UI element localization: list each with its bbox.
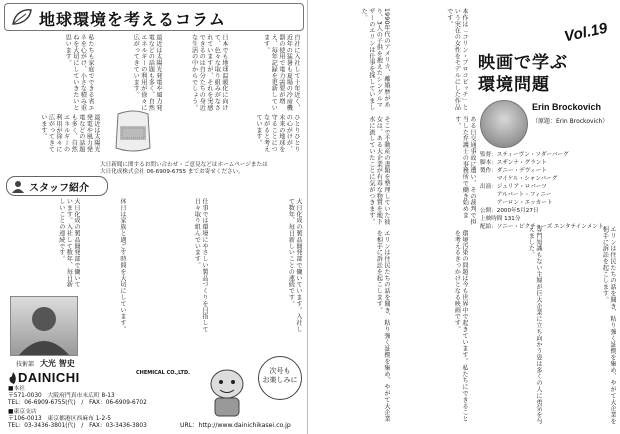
company-logo: DAINICHI [18,370,80,385]
film-photo [480,100,528,148]
column-text-1: 自社に入社して十年近く、近年の猛暑も夏場の冷房機器の使用で電力需要が増え、毎年記録を更新しています。 [262,34,300,111]
staff-text-2: 仕事では環境にやさしい製品づくりを目指して日々取り組んでいます。 [193,198,208,333]
column-text-6: 最近は太陽光発電や風力発電などの話題も多く、自然エネルギーの利用が徐々に広がってきています。 [39,114,100,153]
appliance-illustration [108,108,158,156]
credit-line: マイケル・シャンバーグ [480,176,558,182]
bubble-line-1: 次号も [269,367,291,375]
company-url[interactable]: URL：http://www.dainichikasei.co.jp [180,422,291,429]
column-text-2: 日本でも地球温暖化に向けて、色々な取り組みがなされていますが、それを実感できるのは自分たちの身近な生活の中からでしょう。 [190,34,228,111]
column-text-4: 私たちも家庭でできる省エネを心がけ、小さな積み重ねを大切にしていきたいと思います。 [64,34,94,111]
portrait-image [11,297,77,355]
staff-role: 技術部 [16,361,35,368]
head-office-label: ■本社 [8,386,26,392]
bubble-line-2: お楽しみに [262,376,298,384]
film-text-2: 1990年代のアメリカ、離婚歴があり、3人の子供を抱えたシングルマザーのエリンは仕事を探していました。 [360,8,390,111]
leaf-icon [11,8,33,26]
credit-line: 製作：ダニー・デヴィート [480,168,547,174]
right-page [310,0,620,434]
film-text-6: 専門知識もない主婦が巨大企業に立ち向かう姿は多くの人に勇気を与えました。 [527,226,542,425]
head-office-phone: TEL：06-6909-6755(代) / FAX：06-6909-6702 [8,400,147,406]
tokyo-office-label: ■東京支店 [8,409,37,415]
film-section-title [478,52,568,96]
column-text-3: 最近は太陽光発電や風力発電などの話題も多く、自然エネルギーの利用が徐々に広がってきています。 [132,34,162,111]
person-icon [11,179,25,193]
company-logo-sub: CHEMICAL CO.,LTD. [136,370,190,376]
tokyo-office-phone: TEL：03-3436-3801(代) / FAX：03-3436-3803 [8,423,147,429]
film-title-line-1: 映画で学ぶ [478,53,568,73]
credit-line: 公開：2000年5月27日 [480,208,539,214]
volume-badge: Vol.19 [562,19,609,46]
staff-text-3: 休日は家族と過ごす時間を大切にしています。 [119,198,126,333]
tokyo-office-zip: 〒106-0013 東京都港区西麻布 1-2-5 [8,416,111,422]
film-text-7: 環境汚染の問題は今も世界中で起きています。私たちにできることを考えるきっかけとなる映画です。 [453,230,468,422]
next-issue-bubble [258,356,302,400]
staff-name: 大光 智史 [39,359,75,368]
contact-line-2: 大日化成株式会社 06-6909-6755 までお寄せください。 [100,169,244,176]
contact-note [100,162,304,177]
film-title-line-2: 環境問題 [478,75,550,95]
film-title-english: Erin Brockovich [532,102,602,112]
left-page [0,0,308,434]
staff-photo [10,296,78,356]
staff-caption [16,358,75,369]
column-text-5: ひとりひとりの心がけが、未来の地球を守ることにつながると考えています。 [255,114,300,153]
staff-heading-bar [6,176,108,196]
film-text-5: エリンは住民たちの話を聞き、粘り強く証拠を集め、やがて大企業を相手に訴訟を起こします。 [601,226,616,425]
film-text-1: 本作は「コリン・ブロコビッチ」という実在の女性をモデルにした作品です。 [445,8,468,111]
credit-line: 監督：スティーヴン・ソダーバーグ [480,152,569,158]
column-title-bar [4,3,304,31]
credit-line: アルバート・フィニー [480,192,552,198]
mascot-illustration [200,362,254,418]
head-office-zip: 〒571-0030 大阪府門真市末広町 8-13 [8,393,115,399]
flame-logo-icon [8,372,18,384]
credit-line: 上映時間 131分 [480,216,521,222]
film-title-original: （原題：Erin Brockovich） [532,118,609,125]
film-text-3: ある日交通事故に遭い、その裁判で担当した弁護士の事務所で働き始めます。 [453,116,476,225]
staff-text-1: 大日化成の製品開発部で働いています。入社して数年、毎日新しいことの連続です。 [287,198,302,333]
contact-line-1: 大日新聞に関するお問い合わせ・ご意見などはホームページまたは [100,162,268,168]
credit-line: アーロン・エッカート [480,200,553,206]
film-text-8: エリンは住民たちの話を聞き、粘り強く証拠を集め、やがて大企業を相手に訴訟を起こします。 [375,230,390,422]
staff-text-4: 大日化成の製品開発部で働いています。入社して数年、毎日新しいことの連続です。 [57,198,80,288]
column-title: 地球環境を考えるコラム [39,10,226,29]
credit-line: 配給：ソニー・ピクチャーズ エンタテインメント [480,224,604,230]
film-text-4: そこで不動産の書類を整理していた彼女は、ある大企業が有毒な物質を地下水に流していたことに気がつきます。 [367,116,390,225]
credit-line: 脚本：スザンナ・グラント [480,160,547,166]
film-credits [480,151,604,231]
staff-heading: スタッフ紹介 [29,183,89,194]
credit-line: 出演：ジュリア・ロバーツ [480,184,547,190]
